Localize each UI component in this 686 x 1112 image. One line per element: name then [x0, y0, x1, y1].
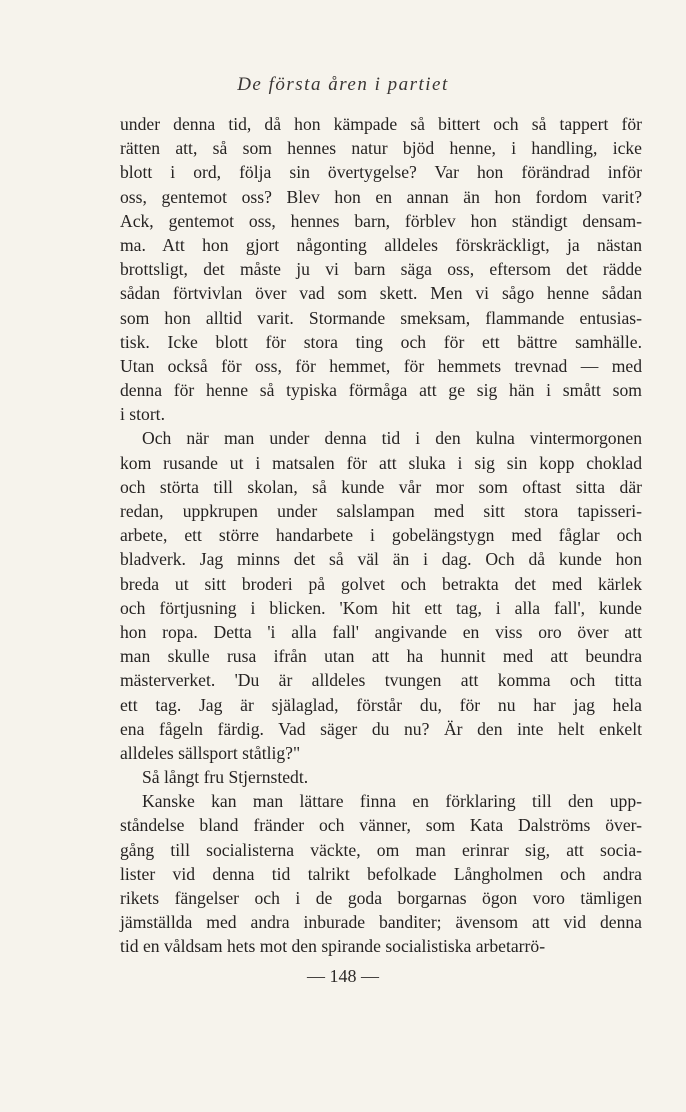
text-line: arbete, ett större handarbete i gobelängstygn med fåglar och — [120, 525, 642, 546]
text-line: Kanske kan man lättare finna en förklaring till den upp- — [142, 791, 642, 812]
text-line: alldeles sällsport ståtlig?" — [120, 742, 301, 763]
page-number: — 148 — — [307, 966, 379, 986]
text-line: breda ut sitt broderi på golvet och betrakta det med kärlek — [120, 573, 642, 594]
text-line: tid en våldsam hets mot den spirande socialistiska arbetarrö- — [120, 936, 546, 957]
text-line: denna för henne så typiska förmåga att ge sig hän i smått som — [120, 380, 642, 401]
paragraph — [120, 789, 642, 958]
text-line: Så långt fru Stjernstedt. — [142, 767, 309, 788]
text-line: ett tag. Jag är själaglad, förstår du, för nu har jag hela — [120, 694, 642, 715]
paragraph — [120, 426, 642, 765]
text-line: som hon alltid varit. Stormande smeksam, flammande entusias- — [120, 307, 642, 328]
text-line: ståndelse bland fränder och vänner, som Kata Dalströms över- — [120, 815, 642, 836]
text-line: och förtjusning i blicken. 'Kom hit ett tag, i alla fall', kunde — [120, 597, 642, 618]
text-line: oss, gentemot oss? Blev hon en annan än hon fordom varit? — [120, 186, 642, 207]
running-head: De första åren i partiet — [237, 74, 449, 95]
text-line: Ack, gentemot oss, hennes barn, förblev hon ständigt densam- — [120, 210, 642, 231]
text-line: sådan förtvivlan över vad som skett. Men vi sågo henne sådan — [120, 283, 642, 304]
text-line: jämställda med andra inburade banditer; ävensom att vid denna — [120, 912, 642, 933]
text-line: hon ropa. Detta 'i alla fall' angivande en viss oro över att — [120, 621, 642, 642]
text-line: i stort. — [120, 404, 165, 425]
text-line: Utan också för oss, för hemmet, för hemmets trevnad — med — [120, 355, 642, 376]
text-line: tisk. Icke blott för stora ting och för ett bättre samhälle. — [120, 331, 642, 352]
text-line: och störta till skolan, så kunde vår mor som oftast sitta där — [120, 476, 642, 497]
text-line: rikets fängelser och i de goda borgarnas ögon voro tämligen — [120, 888, 642, 908]
text-line: lister vid denna tid talrikt befolkade Långholmen och andra — [120, 863, 642, 884]
paragraph — [120, 765, 642, 789]
body-text — [120, 112, 642, 959]
text-line: Och när man under denna tid i den kulna vintermorgonen — [142, 428, 642, 449]
text-line: man skulle rusa ifrån utan att ha hunnit med att beundra — [120, 646, 642, 667]
text-line: blott i ord, följa sin övertygelse? Var hon förändrad inför — [120, 162, 642, 183]
text-line: ma. Att hon gjort någonting alldeles förskräckligt, ja nästan — [120, 234, 642, 255]
text-line: ena fågeln färdig. Vad säger du nu? Är den inte helt enkelt — [120, 718, 642, 739]
paragraph — [120, 112, 642, 426]
text-line: redan, uppkrupen under salslampan med sitt stora tapisseri- — [120, 501, 642, 521]
text-line: brottsligt, det måste ju vi barn säga oss, eftersom det rädde — [120, 259, 642, 280]
text-line: under denna tid, då hon kämpade så bittert och så tappert för — [120, 114, 642, 134]
text-line: bladverk. Jag minns det så väl än i dag. Och då kunde hon — [120, 549, 642, 570]
text-line: mästerverket. 'Du är alldeles tvungen att komma och titta — [120, 670, 642, 691]
text-line: gång till socialisterna väckte, om man erinrar sig, att socia- — [120, 839, 642, 860]
text-line: rätten att, så som hennes natur bjöd henne, i handling, icke — [120, 138, 642, 159]
text-line: kom rusande ut i matsalen för att sluka i sig sin kopp choklad — [120, 452, 642, 473]
